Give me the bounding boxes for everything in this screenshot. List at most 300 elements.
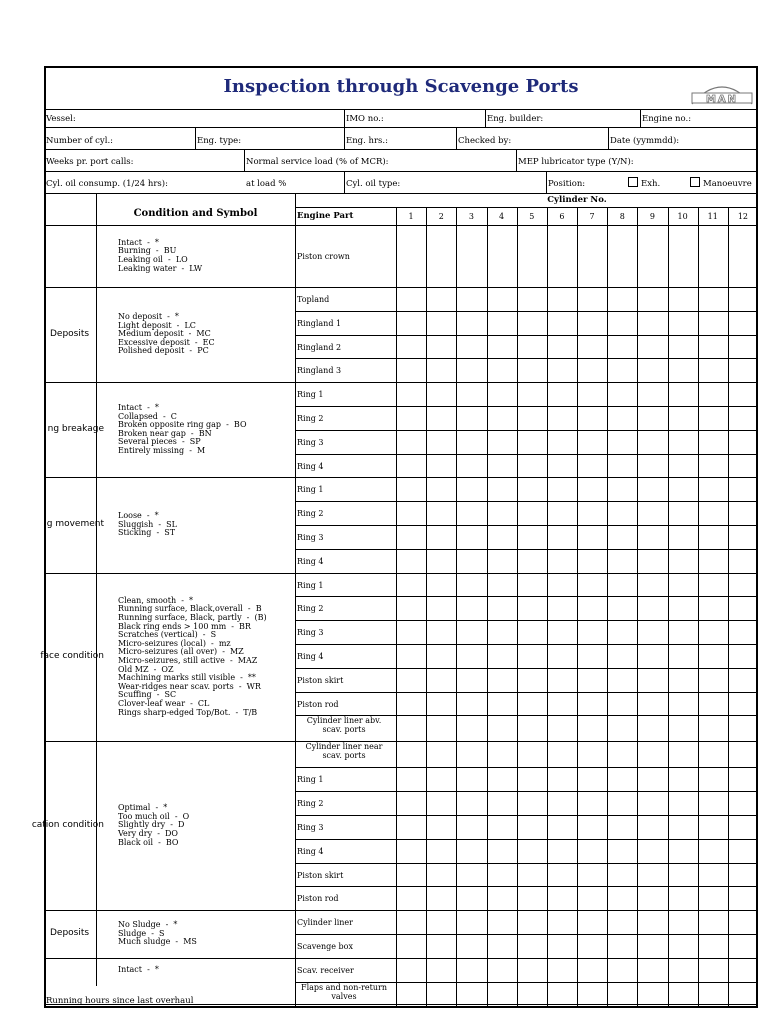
inspection-cell[interactable]	[548, 574, 576, 596]
inspection-cell[interactable]	[638, 574, 666, 596]
inspection-cell[interactable]	[699, 431, 727, 453]
inspection-cell[interactable]	[548, 312, 576, 334]
inspection-cell[interactable]	[669, 864, 697, 886]
inspection-cell[interactable]	[669, 716, 697, 740]
inspection-cell[interactable]	[548, 478, 576, 500]
inspection-cell[interactable]	[457, 288, 485, 310]
inspection-cell[interactable]	[457, 431, 485, 453]
inspection-cell[interactable]	[518, 621, 546, 643]
inspection-cell[interactable]	[548, 669, 576, 691]
exh-checkbox[interactable]	[628, 177, 638, 187]
inspection-cell[interactable]	[638, 550, 666, 572]
inspection-cell[interactable]	[669, 645, 697, 667]
inspection-cell[interactable]	[578, 621, 606, 643]
inspection-cell[interactable]	[729, 887, 757, 909]
inspection-cell[interactable]	[699, 864, 727, 886]
inspection-cell[interactable]	[518, 526, 546, 548]
inspection-cell[interactable]	[729, 645, 757, 667]
inspection-cell[interactable]	[488, 887, 516, 909]
inspection-cell[interactable]	[427, 288, 455, 310]
inspection-cell[interactable]	[457, 478, 485, 500]
inspection-cell[interactable]	[427, 407, 455, 429]
inspection-cell[interactable]	[488, 792, 516, 814]
inspection-cell[interactable]	[729, 621, 757, 643]
inspection-cell[interactable]	[397, 550, 425, 572]
inspection-cell[interactable]	[518, 816, 546, 838]
inspection-cell[interactable]	[397, 288, 425, 310]
inspection-cell[interactable]	[548, 502, 576, 524]
inspection-cell[interactable]	[488, 716, 516, 740]
inspection-cell[interactable]	[427, 359, 455, 381]
inspection-cell[interactable]	[427, 983, 455, 1003]
inspection-cell[interactable]	[518, 455, 546, 477]
inspection-cell[interactable]	[488, 455, 516, 477]
inspection-cell[interactable]	[427, 574, 455, 596]
inspection-cell[interactable]	[518, 597, 546, 619]
inspection-cell[interactable]	[638, 383, 666, 405]
inspection-cell[interactable]	[457, 597, 485, 619]
inspection-cell[interactable]	[518, 407, 546, 429]
inspection-cell[interactable]	[427, 742, 455, 766]
inspection-cell[interactable]	[699, 288, 727, 310]
inspection-cell[interactable]	[608, 597, 636, 619]
inspection-cell[interactable]	[457, 526, 485, 548]
inspection-cell[interactable]	[457, 383, 485, 405]
inspection-cell[interactable]	[488, 959, 516, 981]
inspection-cell[interactable]	[699, 502, 727, 524]
inspection-cell[interactable]	[518, 742, 546, 766]
inspection-cell[interactable]	[548, 935, 576, 957]
inspection-cell[interactable]	[669, 455, 697, 477]
inspection-cell[interactable]	[729, 911, 757, 933]
inspection-cell[interactable]	[457, 455, 485, 477]
inspection-cell[interactable]	[397, 959, 425, 981]
inspection-cell[interactable]	[488, 840, 516, 862]
inspection-cell[interactable]	[488, 550, 516, 572]
inspection-cell[interactable]	[638, 959, 666, 981]
inspection-cell[interactable]	[729, 864, 757, 886]
inspection-cell[interactable]	[427, 840, 455, 862]
inspection-cell[interactable]	[699, 983, 727, 1003]
inspection-cell[interactable]	[548, 621, 576, 643]
inspection-cell[interactable]	[669, 359, 697, 381]
inspection-cell[interactable]	[699, 312, 727, 334]
inspection-cell[interactable]	[457, 312, 485, 334]
inspection-cell[interactable]	[729, 742, 757, 766]
inspection-cell[interactable]	[729, 574, 757, 596]
inspection-cell[interactable]	[457, 983, 485, 1003]
inspection-cell[interactable]	[729, 336, 757, 358]
inspection-cell[interactable]	[578, 959, 606, 981]
inspection-cell[interactable]	[518, 669, 546, 691]
inspection-cell[interactable]	[638, 768, 666, 790]
inspection-cell[interactable]	[669, 669, 697, 691]
inspection-cell[interactable]	[427, 864, 455, 886]
inspection-cell[interactable]	[397, 383, 425, 405]
inspection-cell[interactable]	[397, 716, 425, 740]
inspection-cell[interactable]	[457, 840, 485, 862]
inspection-cell[interactable]	[397, 407, 425, 429]
inspection-cell[interactable]	[548, 645, 576, 667]
inspection-cell[interactable]	[608, 645, 636, 667]
inspection-cell[interactable]	[457, 645, 485, 667]
inspection-cell[interactable]	[457, 816, 485, 838]
inspection-cell[interactable]	[608, 455, 636, 477]
inspection-cell[interactable]	[638, 645, 666, 667]
inspection-cell[interactable]	[699, 550, 727, 572]
inspection-cell[interactable]	[578, 887, 606, 909]
inspection-cell[interactable]	[518, 911, 546, 933]
inspection-cell[interactable]	[457, 621, 485, 643]
inspection-cell[interactable]	[397, 312, 425, 334]
inspection-cell[interactable]	[699, 887, 727, 909]
inspection-cell[interactable]	[548, 911, 576, 933]
inspection-cell[interactable]	[699, 742, 727, 766]
inspection-cell[interactable]	[427, 816, 455, 838]
inspection-cell[interactable]	[457, 742, 485, 766]
inspection-cell[interactable]	[548, 550, 576, 572]
inspection-cell[interactable]	[729, 407, 757, 429]
inspection-cell[interactable]	[699, 526, 727, 548]
inspection-cell[interactable]	[638, 431, 666, 453]
inspection-cell[interactable]	[608, 312, 636, 334]
inspection-cell[interactable]	[669, 959, 697, 981]
inspection-cell[interactable]	[729, 288, 757, 310]
inspection-cell[interactable]	[488, 526, 516, 548]
inspection-cell[interactable]	[578, 792, 606, 814]
inspection-cell[interactable]	[457, 502, 485, 524]
inspection-cell[interactable]	[638, 455, 666, 477]
inspection-cell[interactable]	[608, 359, 636, 381]
inspection-cell[interactable]	[669, 792, 697, 814]
inspection-cell[interactable]	[578, 407, 606, 429]
inspection-cell[interactable]	[457, 574, 485, 596]
inspection-cell[interactable]	[548, 742, 576, 766]
inspection-cell[interactable]	[669, 550, 697, 572]
inspection-cell[interactable]	[699, 478, 727, 500]
inspection-cell[interactable]	[457, 669, 485, 691]
inspection-cell[interactable]	[608, 502, 636, 524]
inspection-cell[interactable]	[518, 840, 546, 862]
inspection-cell[interactable]	[608, 768, 636, 790]
inspection-cell[interactable]	[578, 336, 606, 358]
inspection-cell[interactable]	[638, 693, 666, 715]
inspection-cell[interactable]	[638, 597, 666, 619]
inspection-cell[interactable]	[669, 693, 697, 715]
inspection-cell[interactable]	[548, 597, 576, 619]
inspection-cell[interactable]	[729, 669, 757, 691]
inspection-cell[interactable]	[397, 983, 425, 1003]
inspection-cell[interactable]	[699, 645, 727, 667]
inspection-cell[interactable]	[608, 526, 636, 548]
inspection-cell[interactable]	[699, 792, 727, 814]
inspection-cell[interactable]	[638, 742, 666, 766]
inspection-cell[interactable]	[518, 935, 546, 957]
inspection-cell[interactable]	[578, 431, 606, 453]
inspection-cell[interactable]	[669, 574, 697, 596]
inspection-cell[interactable]	[608, 478, 636, 500]
inspection-cell[interactable]	[669, 383, 697, 405]
inspection-cell[interactable]	[457, 693, 485, 715]
inspection-cell[interactable]	[669, 336, 697, 358]
inspection-cell[interactable]	[578, 455, 606, 477]
inspection-cell[interactable]	[699, 693, 727, 715]
inspection-cell[interactable]	[669, 288, 697, 310]
inspection-cell[interactable]	[699, 959, 727, 981]
inspection-cell[interactable]	[578, 935, 606, 957]
inspection-cell[interactable]	[638, 816, 666, 838]
inspection-cell[interactable]	[669, 226, 697, 286]
inspection-cell[interactable]	[488, 288, 516, 310]
inspection-cell[interactable]	[518, 768, 546, 790]
inspection-cell[interactable]	[457, 226, 485, 286]
inspection-cell[interactable]	[638, 621, 666, 643]
inspection-cell[interactable]	[729, 502, 757, 524]
manoeuvre-checkbox[interactable]	[690, 177, 700, 187]
inspection-cell[interactable]	[638, 983, 666, 1003]
inspection-cell[interactable]	[427, 502, 455, 524]
inspection-cell[interactable]	[729, 478, 757, 500]
inspection-cell[interactable]	[669, 621, 697, 643]
inspection-cell[interactable]	[699, 621, 727, 643]
inspection-cell[interactable]	[427, 792, 455, 814]
inspection-cell[interactable]	[638, 887, 666, 909]
inspection-cell[interactable]	[427, 431, 455, 453]
inspection-cell[interactable]	[608, 288, 636, 310]
inspection-cell[interactable]	[488, 983, 516, 1003]
inspection-cell[interactable]	[729, 816, 757, 838]
inspection-cell[interactable]	[427, 693, 455, 715]
inspection-cell[interactable]	[548, 840, 576, 862]
inspection-cell[interactable]	[608, 669, 636, 691]
inspection-cell[interactable]	[427, 645, 455, 667]
inspection-cell[interactable]	[729, 359, 757, 381]
inspection-cell[interactable]	[488, 864, 516, 886]
inspection-cell[interactable]	[729, 226, 757, 286]
inspection-cell[interactable]	[397, 742, 425, 766]
inspection-cell[interactable]	[518, 550, 546, 572]
inspection-cell[interactable]	[729, 312, 757, 334]
inspection-cell[interactable]	[578, 526, 606, 548]
inspection-cell[interactable]	[638, 407, 666, 429]
inspection-cell[interactable]	[578, 574, 606, 596]
inspection-cell[interactable]	[729, 693, 757, 715]
inspection-cell[interactable]	[548, 816, 576, 838]
inspection-cell[interactable]	[578, 597, 606, 619]
inspection-cell[interactable]	[397, 455, 425, 477]
inspection-cell[interactable]	[488, 383, 516, 405]
inspection-cell[interactable]	[578, 645, 606, 667]
inspection-cell[interactable]	[548, 359, 576, 381]
inspection-cell[interactable]	[397, 526, 425, 548]
inspection-cell[interactable]	[669, 407, 697, 429]
inspection-cell[interactable]	[669, 840, 697, 862]
inspection-cell[interactable]	[608, 693, 636, 715]
inspection-cell[interactable]	[488, 407, 516, 429]
inspection-cell[interactable]	[638, 502, 666, 524]
inspection-cell[interactable]	[488, 312, 516, 334]
inspection-cell[interactable]	[729, 840, 757, 862]
inspection-cell[interactable]	[457, 336, 485, 358]
inspection-cell[interactable]	[638, 226, 666, 286]
inspection-cell[interactable]	[518, 574, 546, 596]
inspection-cell[interactable]	[548, 288, 576, 310]
inspection-cell[interactable]	[638, 716, 666, 740]
inspection-cell[interactable]	[699, 574, 727, 596]
inspection-cell[interactable]	[578, 502, 606, 524]
inspection-cell[interactable]	[457, 716, 485, 740]
inspection-cell[interactable]	[669, 502, 697, 524]
inspection-cell[interactable]	[608, 716, 636, 740]
inspection-cell[interactable]	[638, 864, 666, 886]
inspection-cell[interactable]	[669, 768, 697, 790]
inspection-cell[interactable]	[578, 226, 606, 286]
inspection-cell[interactable]	[488, 502, 516, 524]
inspection-cell[interactable]	[548, 768, 576, 790]
inspection-cell[interactable]	[699, 768, 727, 790]
inspection-cell[interactable]	[578, 840, 606, 862]
inspection-cell[interactable]	[699, 226, 727, 286]
inspection-cell[interactable]	[608, 864, 636, 886]
inspection-cell[interactable]	[578, 478, 606, 500]
inspection-cell[interactable]	[699, 716, 727, 740]
inspection-cell[interactable]	[729, 792, 757, 814]
inspection-cell[interactable]	[729, 935, 757, 957]
inspection-cell[interactable]	[488, 478, 516, 500]
inspection-cell[interactable]	[518, 645, 546, 667]
inspection-cell[interactable]	[548, 959, 576, 981]
inspection-cell[interactable]	[397, 621, 425, 643]
inspection-cell[interactable]	[608, 840, 636, 862]
inspection-cell[interactable]	[548, 431, 576, 453]
inspection-cell[interactable]	[518, 288, 546, 310]
inspection-cell[interactable]	[608, 383, 636, 405]
inspection-cell[interactable]	[578, 716, 606, 740]
inspection-cell[interactable]	[608, 887, 636, 909]
inspection-cell[interactable]	[729, 959, 757, 981]
inspection-cell[interactable]	[427, 887, 455, 909]
inspection-cell[interactable]	[578, 911, 606, 933]
inspection-cell[interactable]	[638, 288, 666, 310]
inspection-cell[interactable]	[699, 840, 727, 862]
inspection-cell[interactable]	[457, 792, 485, 814]
inspection-cell[interactable]	[669, 312, 697, 334]
inspection-cell[interactable]	[699, 816, 727, 838]
inspection-cell[interactable]	[699, 383, 727, 405]
inspection-cell[interactable]	[457, 887, 485, 909]
inspection-cell[interactable]	[729, 526, 757, 548]
inspection-cell[interactable]	[457, 768, 485, 790]
inspection-cell[interactable]	[518, 887, 546, 909]
inspection-cell[interactable]	[638, 336, 666, 358]
inspection-cell[interactable]	[548, 716, 576, 740]
inspection-cell[interactable]	[699, 359, 727, 381]
inspection-cell[interactable]	[548, 455, 576, 477]
inspection-cell[interactable]	[638, 792, 666, 814]
inspection-cell[interactable]	[518, 693, 546, 715]
inspection-cell[interactable]	[669, 816, 697, 838]
inspection-cell[interactable]	[578, 383, 606, 405]
inspection-cell[interactable]	[669, 431, 697, 453]
inspection-cell[interactable]	[518, 478, 546, 500]
inspection-cell[interactable]	[397, 669, 425, 691]
inspection-cell[interactable]	[397, 840, 425, 862]
inspection-cell[interactable]	[729, 716, 757, 740]
inspection-cell[interactable]	[427, 312, 455, 334]
inspection-cell[interactable]	[548, 526, 576, 548]
inspection-cell[interactable]	[669, 597, 697, 619]
inspection-cell[interactable]	[488, 359, 516, 381]
inspection-cell[interactable]	[397, 792, 425, 814]
inspection-cell[interactable]	[548, 693, 576, 715]
inspection-cell[interactable]	[548, 383, 576, 405]
inspection-cell[interactable]	[669, 935, 697, 957]
inspection-cell[interactable]	[397, 431, 425, 453]
inspection-cell[interactable]	[729, 431, 757, 453]
inspection-cell[interactable]	[699, 935, 727, 957]
inspection-cell[interactable]	[669, 983, 697, 1003]
inspection-cell[interactable]	[488, 431, 516, 453]
inspection-cell[interactable]	[488, 768, 516, 790]
inspection-cell[interactable]	[427, 478, 455, 500]
inspection-cell[interactable]	[397, 502, 425, 524]
inspection-cell[interactable]	[427, 669, 455, 691]
inspection-cell[interactable]	[608, 550, 636, 572]
inspection-cell[interactable]	[397, 935, 425, 957]
inspection-cell[interactable]	[397, 887, 425, 909]
inspection-cell[interactable]	[608, 983, 636, 1003]
inspection-cell[interactable]	[669, 478, 697, 500]
inspection-cell[interactable]	[669, 526, 697, 548]
inspection-cell[interactable]	[548, 983, 576, 1003]
inspection-cell[interactable]	[548, 336, 576, 358]
inspection-cell[interactable]	[397, 693, 425, 715]
inspection-cell[interactable]	[699, 911, 727, 933]
inspection-cell[interactable]	[427, 716, 455, 740]
inspection-cell[interactable]	[518, 359, 546, 381]
inspection-cell[interactable]	[518, 431, 546, 453]
inspection-cell[interactable]	[578, 359, 606, 381]
inspection-cell[interactable]	[488, 742, 516, 766]
inspection-cell[interactable]	[457, 935, 485, 957]
inspection-cell[interactable]	[397, 816, 425, 838]
inspection-cell[interactable]	[488, 816, 516, 838]
inspection-cell[interactable]	[397, 226, 425, 286]
inspection-cell[interactable]	[608, 816, 636, 838]
inspection-cell[interactable]	[457, 911, 485, 933]
inspection-cell[interactable]	[548, 226, 576, 286]
inspection-cell[interactable]	[699, 455, 727, 477]
inspection-cell[interactable]	[638, 669, 666, 691]
inspection-cell[interactable]	[548, 407, 576, 429]
inspection-cell[interactable]	[578, 693, 606, 715]
inspection-cell[interactable]	[638, 911, 666, 933]
inspection-cell[interactable]	[518, 502, 546, 524]
inspection-cell[interactable]	[518, 792, 546, 814]
inspection-cell[interactable]	[427, 336, 455, 358]
inspection-cell[interactable]	[518, 983, 546, 1003]
inspection-cell[interactable]	[669, 911, 697, 933]
inspection-cell[interactable]	[427, 226, 455, 286]
inspection-cell[interactable]	[608, 574, 636, 596]
inspection-cell[interactable]	[427, 911, 455, 933]
inspection-cell[interactable]	[488, 621, 516, 643]
inspection-cell[interactable]	[457, 359, 485, 381]
inspection-cell[interactable]	[638, 359, 666, 381]
inspection-cell[interactable]	[518, 226, 546, 286]
inspection-cell[interactable]	[669, 742, 697, 766]
inspection-cell[interactable]	[608, 742, 636, 766]
